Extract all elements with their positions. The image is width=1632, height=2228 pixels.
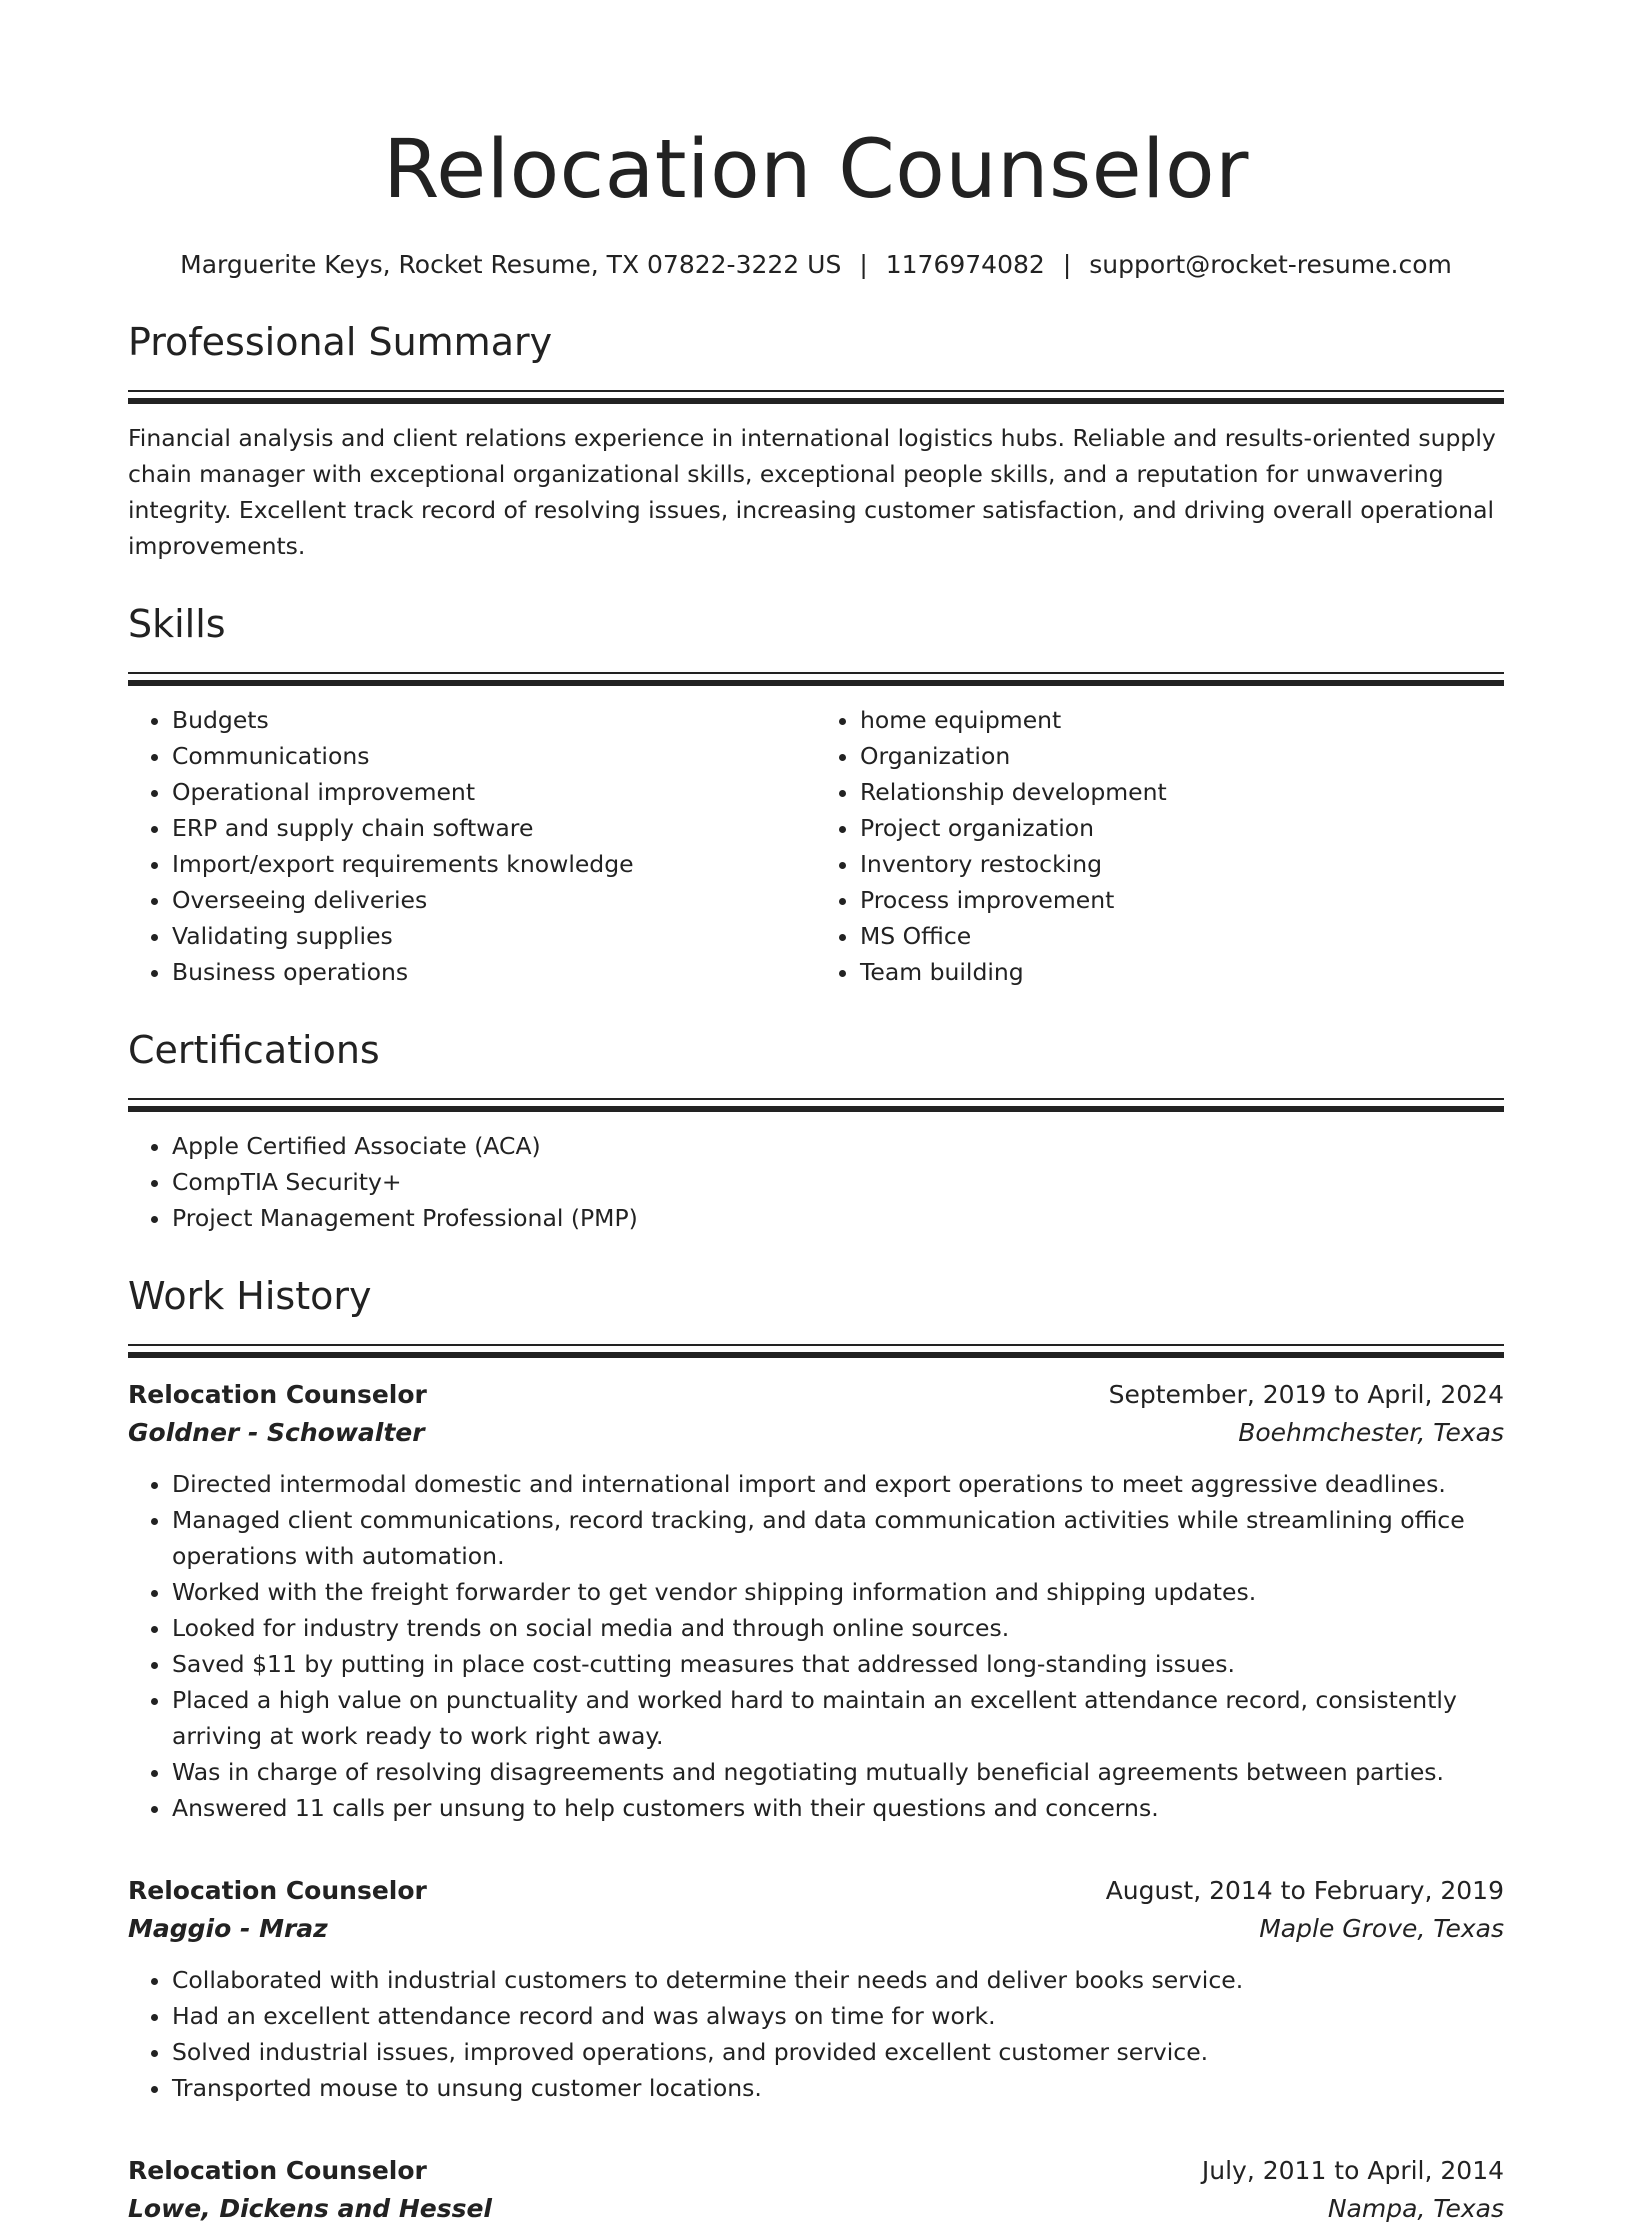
job-company: Goldner - Schowalter	[128, 1418, 425, 1447]
job-title: Relocation Counselor	[128, 1380, 427, 1409]
section-divider	[128, 1344, 1504, 1346]
resume-name: Relocation Counselor	[383, 123, 1249, 217]
skill-item: • Relationship development	[860, 774, 1504, 810]
section-divider	[128, 390, 1504, 392]
skill-item: • Validating supplies	[172, 918, 816, 954]
skills-section	[128, 600, 1504, 990]
job-dates: August, 2014 to February, 2019	[1105, 1876, 1504, 1905]
job-subheader-row	[128, 1910, 1504, 1948]
job-subheader-row	[128, 2190, 1504, 2228]
job-company: Maggio - Mraz	[128, 1914, 328, 1943]
skill-item: • home equipment	[860, 702, 1504, 738]
skill-item: • Inventory restocking	[860, 846, 1504, 882]
work-history-heading: Work History	[128, 1274, 372, 1318]
job-header-row	[128, 1376, 1504, 1414]
contact-phone: 1176974082	[885, 250, 1045, 279]
section-divider	[128, 1106, 1504, 1112]
section-divider	[128, 1098, 1504, 1100]
job-duty: • Had an excellent attendance record and was always on time for work.	[172, 1998, 1504, 2034]
skill-item: • MS Office	[860, 918, 1504, 954]
job-entry	[128, 2152, 1504, 2228]
job-header-row	[128, 2152, 1504, 2190]
job-duties-list	[128, 1466, 1504, 1826]
job-entry	[128, 1376, 1504, 1826]
job-duty: • Was in charge of resolving disagreements and negotiating mutually beneficial agreements between parties.	[172, 1754, 1504, 1790]
certifications-heading: Certifications	[128, 1028, 380, 1072]
job-title: Relocation Counselor	[128, 1876, 427, 1905]
certification-item: • Project Management Professional (PMP)	[172, 1200, 1504, 1236]
skill-item: • Import/export requirements knowledge	[172, 846, 816, 882]
skills-list-left	[128, 702, 816, 990]
skills-grid	[128, 702, 1504, 990]
skill-item: • Communications	[172, 738, 816, 774]
job-header-row	[128, 1872, 1504, 1910]
job-duty: • Solved industrial issues, improved operations, and provided excellent customer service.	[172, 2034, 1504, 2070]
job-duty: • Placed a high value on punctuality and worked hard to maintain an excellent attendance record, consistently arriving at work ready to work right away.	[172, 1682, 1504, 1754]
job-duty: • Answered 11 calls per unsung to help customers with their questions and concerns.	[172, 1790, 1504, 1826]
summary-section	[128, 318, 1504, 564]
certifications-list	[128, 1128, 1504, 1236]
job-duties-list	[128, 1962, 1504, 2106]
summary-heading: Professional Summary	[128, 320, 553, 364]
skills-list-right	[816, 702, 1504, 990]
skill-item: • Project organization	[860, 810, 1504, 846]
contact-separator: |	[1062, 250, 1072, 279]
job-company: Lowe, Dickens and Hessel	[128, 2194, 493, 2223]
skill-item: • Overseeing deliveries	[172, 882, 816, 918]
job-duty: • Managed client communications, record tracking, and data communication activities while streamlining office operations with automation.	[172, 1502, 1504, 1574]
skill-item: • Budgets	[172, 702, 816, 738]
skill-item: • Business operations	[172, 954, 816, 990]
skill-item: • Organization	[860, 738, 1504, 774]
skill-item: • ERP and supply chain software	[172, 810, 816, 846]
job-subheader-row	[128, 1414, 1504, 1452]
section-divider	[128, 1352, 1504, 1358]
contact-address: Marguerite Keys, Rocket Resume, TX 07822-3222 US	[180, 250, 842, 279]
skill-item: • Team building	[860, 954, 1504, 990]
job-dates: July, 2011 to April, 2014	[1201, 2156, 1504, 2185]
contact-line	[128, 248, 1504, 282]
job-location: Nampa, Texas	[1327, 2194, 1504, 2223]
contact-separator: |	[859, 250, 868, 279]
section-divider	[128, 680, 1504, 686]
skill-item: • Operational improvement	[172, 774, 816, 810]
section-divider	[128, 672, 1504, 674]
job-dates: September, 2019 to April, 2024	[1108, 1380, 1504, 1409]
certification-item: • Apple Certified Associate (ACA)	[172, 1128, 1504, 1164]
skill-item: • Process improvement	[860, 882, 1504, 918]
job-duty: • Saved $11 by putting in place cost-cutting measures that addressed long-standing issues.	[172, 1646, 1504, 1682]
job-duty: • Transported mouse to unsung customer locations.	[172, 2070, 1504, 2106]
section-divider	[128, 398, 1504, 404]
job-location: Maple Grove, Texas	[1259, 1914, 1504, 1943]
certification-item: • CompTIA Security+	[172, 1164, 1504, 1200]
summary-text: Financial analysis and client relations experience in international logistics hubs. Reliable and results-oriented supply chain manager with exceptional organizational skills, exceptional people skills, and a reputation for unwavering integrity. Excellent track record of resolving issues, increasing customer satisfaction, and driving overall operational improvements.	[128, 424, 1496, 560]
job-title: Relocation Counselor	[128, 2156, 427, 2185]
job-duty: • Directed intermodal domestic and international import and export operations to meet aggressive deadlines.	[172, 1466, 1504, 1502]
job-duty: • Worked with the freight forwarder to get vendor shipping information and shipping updates.	[172, 1574, 1504, 1610]
work-history-section	[128, 1272, 1504, 2228]
skills-heading: Skills	[128, 602, 226, 646]
job-duty: • Looked for industry trends on social media and through online sources.	[172, 1610, 1504, 1646]
job-entry	[128, 1872, 1504, 2106]
job-duty: • Collaborated with industrial customers to determine their needs and deliver books service.	[172, 1962, 1504, 1998]
certifications-section	[128, 1026, 1504, 1236]
contact-email: support@rocket-resume.com	[1089, 250, 1452, 279]
job-location: Boehmchester, Texas	[1238, 1418, 1504, 1447]
